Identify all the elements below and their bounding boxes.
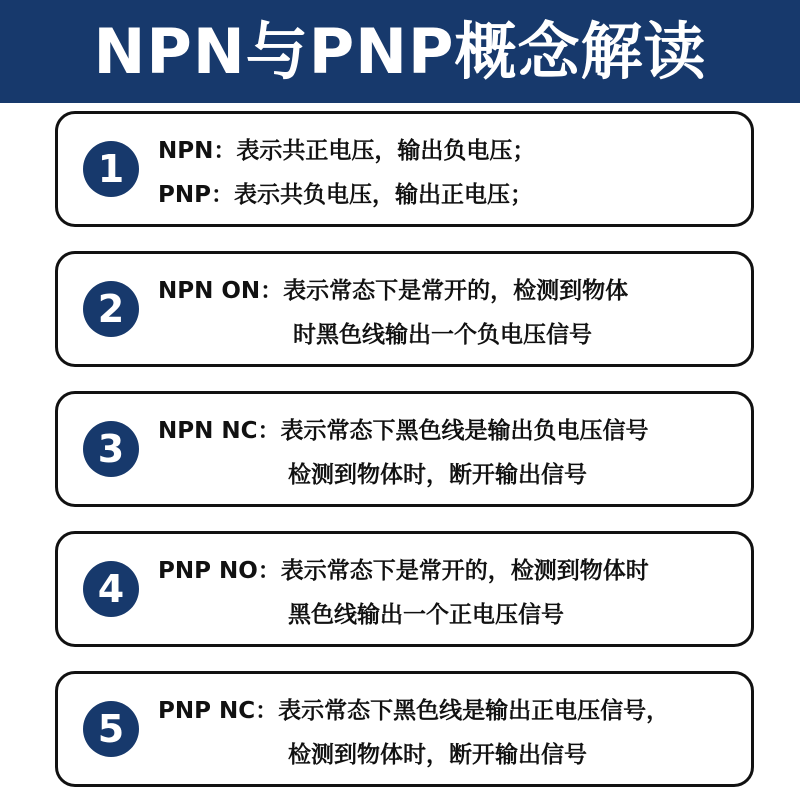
card-4-line-1: PNP NO：表示常态下是常开的，检测到物体时 — [158, 558, 649, 584]
card-5-line-1: PNP NC：表示常态下黑色线是输出正电压信号， — [158, 698, 670, 724]
card-4-line-2: 黑色线输出一个正电压信号 — [288, 602, 564, 628]
card-2-line-2: 时黑色线输出一个负电压信号 — [293, 322, 592, 348]
page-title: NPN与PNP概念解读 — [93, 14, 707, 88]
number-badge-2: 2 — [83, 281, 139, 337]
card-3-line-1: NPN NC：表示常态下黑色线是输出负电压信号 — [158, 418, 649, 444]
card-5-line-2: 检测到物体时，断开输出信号 — [288, 742, 587, 768]
number-badge-1: 1 — [83, 141, 139, 197]
info-card-2 — [55, 251, 754, 367]
number-badge-3: 3 — [83, 421, 139, 477]
info-card-3 — [55, 391, 754, 507]
info-card-5 — [55, 671, 754, 787]
number-badge-4: 4 — [83, 561, 139, 617]
card-1-line-1: NPN：表示共正电压，输出负电压； — [158, 138, 536, 164]
number-badge-5: 5 — [83, 701, 139, 757]
info-card-1 — [55, 111, 754, 227]
card-3-line-2: 检测到物体时，断开输出信号 — [288, 462, 587, 488]
header-banner — [0, 0, 800, 103]
card-2-line-1: NPN ON：表示常态下是常开的，检测到物体 — [158, 278, 629, 304]
card-1-line-2: PNP：表示共负电压，输出正电压； — [158, 182, 533, 208]
info-card-4 — [55, 531, 754, 647]
